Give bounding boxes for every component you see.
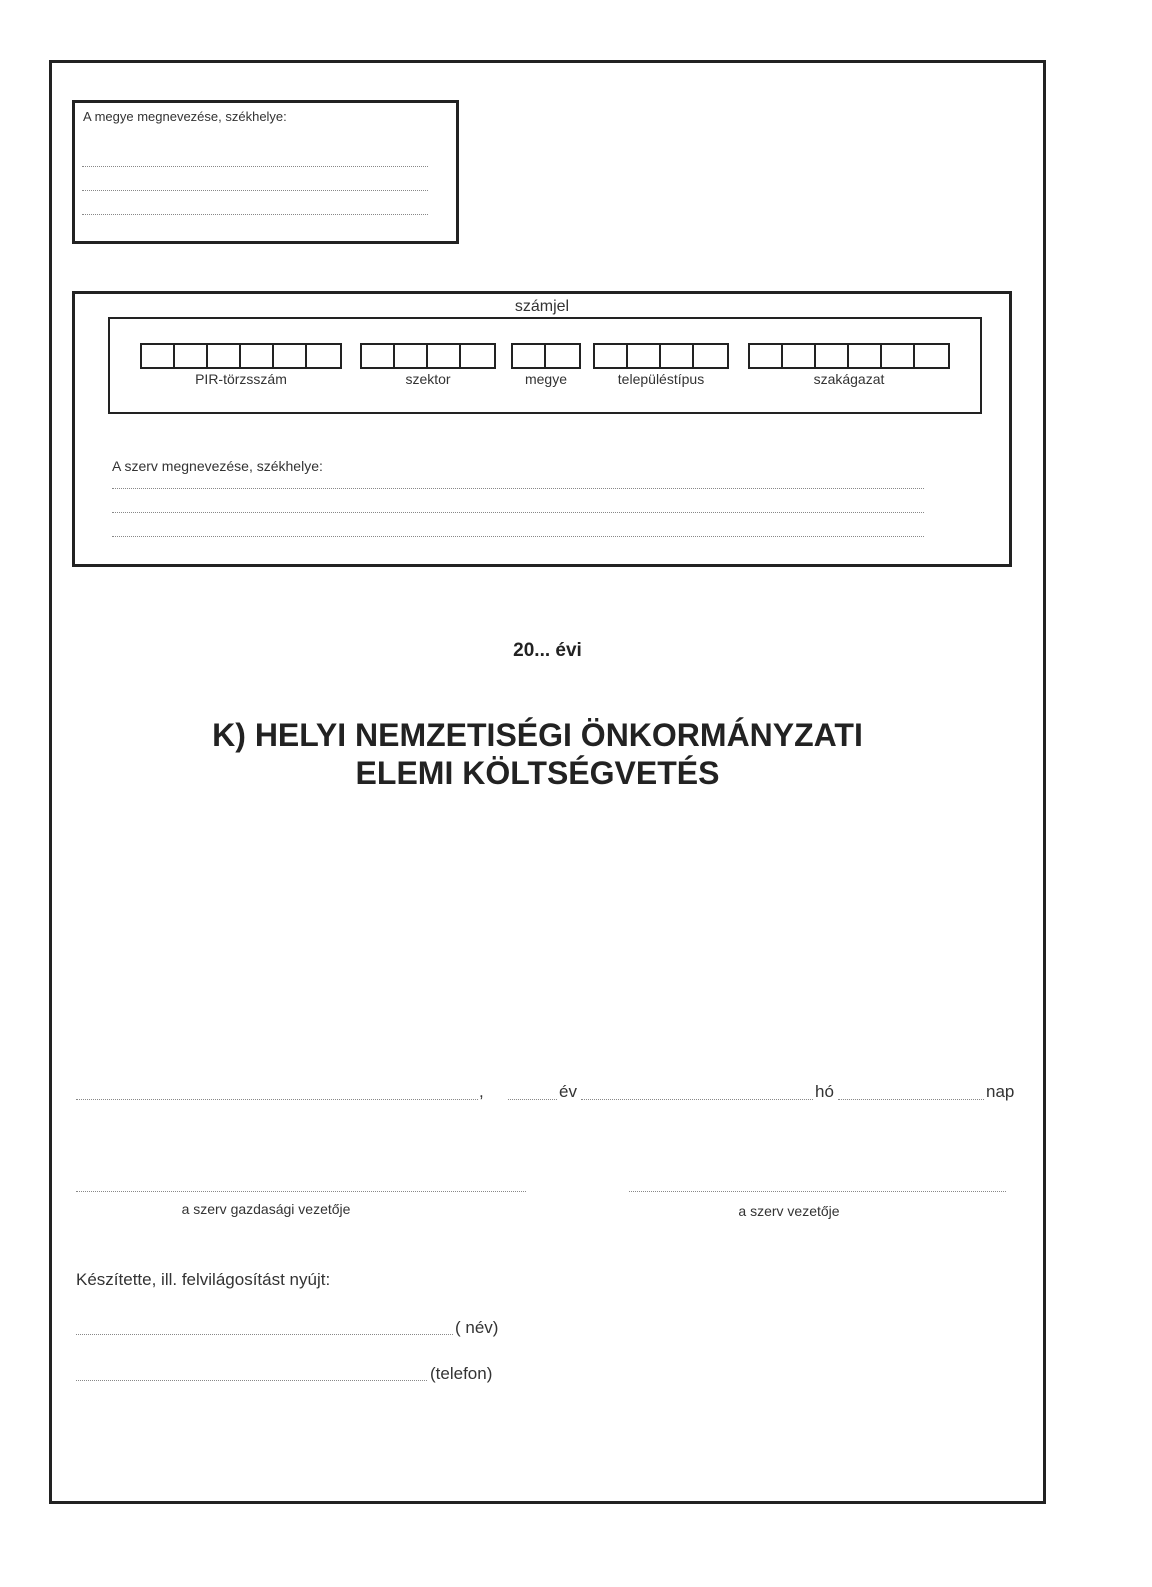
- prepared-by-label: Készítette, ill. felvilágosítást nyújt:: [76, 1270, 331, 1289]
- settlement-type-cells[interactable]: [593, 343, 729, 369]
- industry-label: szakágazat: [813, 371, 885, 387]
- budget-year: 20... évi: [513, 640, 582, 661]
- pir-number-cells[interactable]: [140, 343, 342, 369]
- preparer-phone-line[interactable]: [76, 1380, 427, 1381]
- sector-cells[interactable]: [360, 343, 496, 369]
- day-input-line[interactable]: [838, 1099, 984, 1100]
- organization-input-line-3[interactable]: [112, 536, 924, 537]
- industry-cells[interactable]: [748, 343, 950, 369]
- document-title-line-2: ELEMI KÖLTSÉGVETÉS: [355, 755, 720, 791]
- leader-signature-line[interactable]: [629, 1191, 1006, 1192]
- year-label: év: [559, 1082, 577, 1101]
- place-input-line[interactable]: [76, 1099, 478, 1100]
- settlement-type-label: településtípus: [617, 371, 705, 387]
- organization-input-line-1[interactable]: [112, 488, 924, 489]
- county-box: [72, 100, 459, 244]
- county-label: A megye megnevezése, székhelye:: [83, 109, 287, 124]
- county-code-cells[interactable]: [511, 343, 581, 369]
- place-comma: ,: [479, 1082, 484, 1101]
- county-input-line-2[interactable]: [82, 190, 428, 191]
- economic-leader-label: a szerv gazdasági vezetője: [181, 1201, 351, 1217]
- sector-label: szektor: [405, 371, 451, 387]
- document-title-line-1: K) HELYI NEMZETISÉGI ÖNKORMÁNYZATI: [212, 717, 863, 753]
- leader-label: a szerv vezetője: [738, 1203, 840, 1219]
- account-code-title: számjel: [514, 298, 570, 315]
- document-title: [0, 716, 1075, 792]
- day-label: nap: [986, 1082, 1015, 1101]
- year-input-line[interactable]: [508, 1099, 557, 1100]
- organization-label: A szerv megnevezése, székhelye:: [112, 458, 323, 474]
- economic-leader-signature-line[interactable]: [76, 1191, 526, 1192]
- preparer-phone-label: (telefon): [430, 1364, 493, 1383]
- county-code-label: megye: [524, 371, 568, 387]
- organization-input-line-2[interactable]: [112, 512, 924, 513]
- pir-number-label: PIR-törzsszám: [195, 371, 287, 387]
- organization-box: [72, 291, 1012, 567]
- county-input-line-1[interactable]: [82, 166, 428, 167]
- month-input-line[interactable]: [581, 1099, 813, 1100]
- month-label: hó: [815, 1082, 834, 1101]
- preparer-name-label: ( név): [455, 1318, 499, 1337]
- county-input-line-3[interactable]: [82, 214, 428, 215]
- account-code-box: [108, 317, 982, 414]
- preparer-name-line[interactable]: [76, 1334, 453, 1335]
